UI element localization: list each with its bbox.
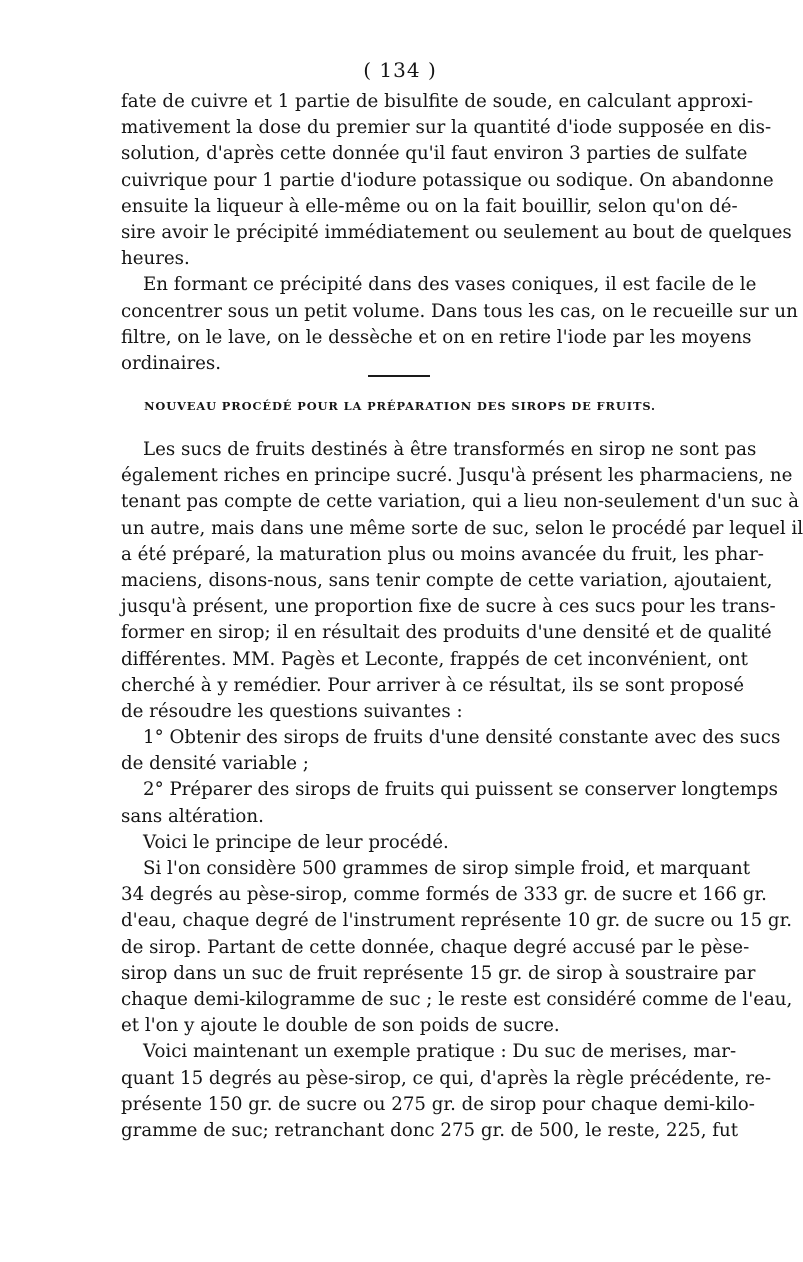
text-line: 1° Obtenir des sirops de fruits d'une densité constante avec des sucs xyxy=(143,727,781,749)
text-line: concentrer sous un petit volume. Dans tous les cas, on le recueille sur un xyxy=(121,300,798,322)
text-line: cuivrique pour 1 partie d'iodure potassique ou sodique. On abandonne xyxy=(121,169,774,191)
text-line: et l'on y ajoute le double de son poids de sucre. xyxy=(121,1015,560,1037)
text-line: sirop dans un suc de fruit représente 15 gr. de sirop à soustraire par xyxy=(121,962,756,984)
text-line: Voici le principe de leur procédé. xyxy=(143,831,449,853)
text-line: de densité variable ; xyxy=(121,753,309,775)
text-line: chaque demi-kilogramme de suc ; le reste est considéré comme de l'eau, xyxy=(121,988,793,1010)
paragraph-principle xyxy=(121,830,672,856)
text-line: de sirop. Partant de cette donnée, chaque degré accusé par le pèse- xyxy=(121,936,750,958)
text-line: 34 degrés au pèse-sirop, comme formés de 333 gr. de sucre et 166 gr. xyxy=(121,884,767,906)
paragraph-fruit-juices xyxy=(121,437,803,725)
text-line: jusqu'à présent, une proportion fixe de sucre à ces sucs pour les trans- xyxy=(121,596,776,618)
text-line: filtre, on le lave, on le dessèche et on en retire l'iode par les moyens xyxy=(121,326,752,348)
text-line: Si l'on considère 500 grammes de sirop simple froid, et marquant xyxy=(143,858,751,879)
text-line: quant 15 degrés au pèse-sirop, ce qui, d'après la règle précédente, re- xyxy=(121,1067,772,1089)
text-line: cherché à y remédier. Pour arriver à ce résultat, ils se sont proposé xyxy=(121,674,745,696)
text-line: Voici maintenant un exemple pratique : Du suc de merises, mar- xyxy=(143,1041,737,1063)
text-line: 2° Préparer des sirops de fruits qui puissent se conserver longtemps xyxy=(143,779,779,801)
text-line: Les sucs de fruits destinés à être transformés en sirop ne sont pas xyxy=(143,439,757,460)
text-line: former en sirop; il en résultait des produits d'une densité et de qualité xyxy=(121,622,772,644)
paragraph-practical-example xyxy=(121,1039,772,1144)
text-line: sans altération. xyxy=(121,805,264,827)
paragraph-syrup-calculation xyxy=(121,856,793,1039)
page-number: ( 134 ) xyxy=(363,58,437,82)
text-line: maciens, disons-nous, sans tenir compte de cette variation, ajoutaient, xyxy=(121,569,773,591)
paragraph-precipitate xyxy=(121,272,798,377)
text-line: un autre, mais dans une même sorte de suc, selon le procédé par lequel il xyxy=(121,517,803,539)
text-line: En formant ce précipité dans des vases coniques, il est facile de le xyxy=(143,274,757,296)
text-line: présente 150 gr. de sucre ou 275 gr. de sirop pour chaque demi-kilo- xyxy=(121,1093,755,1115)
list-item-2 xyxy=(121,777,779,829)
text-line: également riches en principe sucré. Jusqu'à présent les pharmaciens, ne xyxy=(121,465,793,487)
text-line: sire avoir le précipité immédiatement ou seulement au bout de quelques xyxy=(121,221,792,243)
top-text-block xyxy=(121,89,798,377)
text-line: heures. xyxy=(121,248,190,270)
text-line: solution, d'après cette donnée qu'il faut environ 3 parties de sulfate xyxy=(121,143,748,165)
text-line: gramme de suc; retranchant donc 275 gr. de 500, le reste, 225, fut xyxy=(121,1119,739,1141)
paragraph-iodine-continued xyxy=(121,89,792,272)
text-line: ordinaires. xyxy=(121,352,222,374)
section-title: NOUVEAU PROCÉDÉ POUR LA PRÉPARATION DES SIROPS DE FRUITS. xyxy=(144,399,656,413)
text-line: de résoudre les questions suivantes : xyxy=(121,700,463,722)
text-line: d'eau, chaque degré de l'instrument représente 10 gr. de sucre ou 15 gr. xyxy=(121,910,793,932)
text-line: mativement la dose du premier sur la quantité d'iode supposée en dis- xyxy=(121,117,772,139)
main-text-block xyxy=(121,437,803,1144)
list-item-1 xyxy=(121,725,781,777)
text-line: ensuite la liqueur à elle-même ou on la fait bouillir, selon qu'on dé- xyxy=(121,195,738,217)
text-line: différentes. MM. Pagès et Leconte, frappés de cet inconvénient, ont xyxy=(121,648,748,670)
text-line: fate de cuivre et 1 partie de bisulfite de soude, en calculant approxi- xyxy=(121,91,754,112)
text-line: a été préparé, la maturation plus ou moins avancée du fruit, les phar- xyxy=(121,543,764,565)
text-line: tenant pas compte de cette variation, qui a lieu non-seulement d'un suc à xyxy=(121,491,799,513)
section-divider xyxy=(368,375,430,377)
